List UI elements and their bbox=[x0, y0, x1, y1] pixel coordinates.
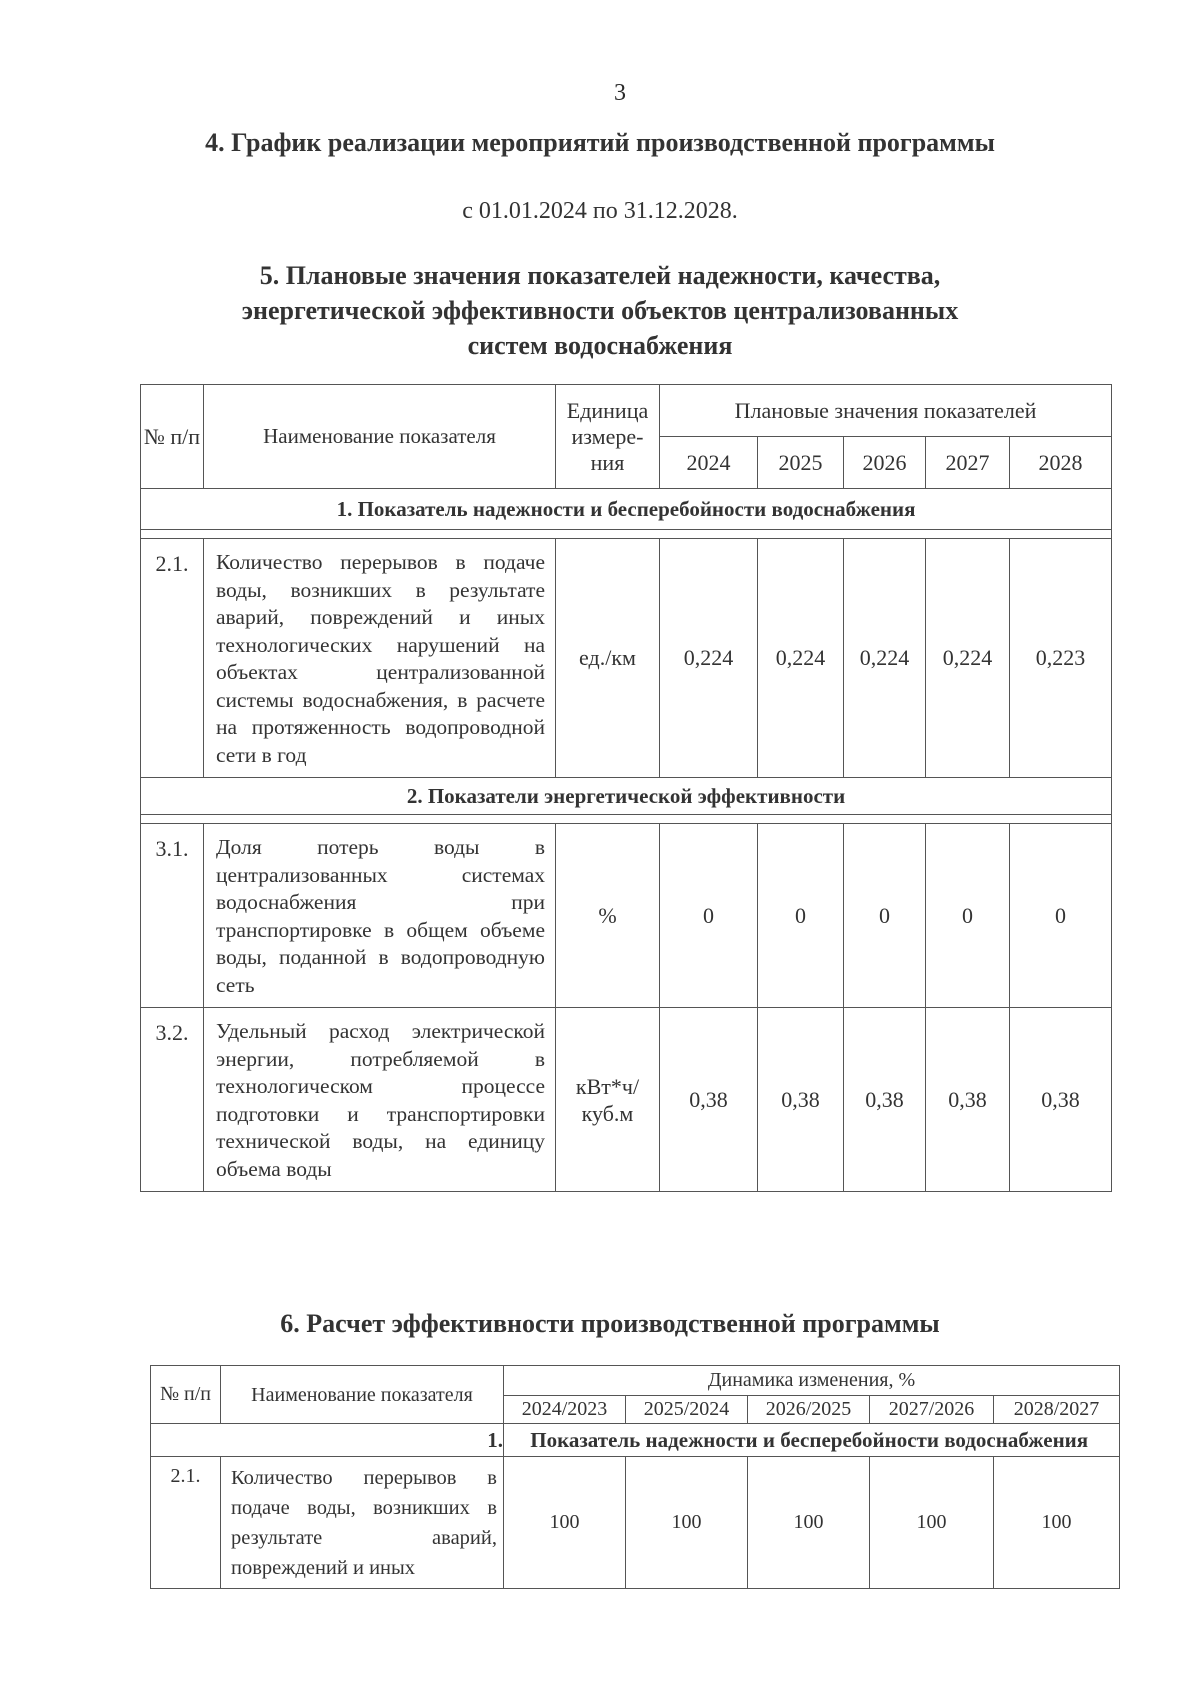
efficiency-table bbox=[150, 1365, 1120, 1589]
row-num: 2.1. bbox=[141, 539, 204, 778]
group-title bbox=[504, 1424, 1120, 1457]
row-value: 0 bbox=[844, 824, 926, 1008]
section4-period: с 01.01.2024 по 31.12.2028. bbox=[462, 198, 738, 224]
row-value: 0,38 bbox=[1010, 1008, 1112, 1192]
header-name: Наименование показателя bbox=[204, 385, 556, 489]
header-num: № п/п bbox=[151, 1366, 221, 1424]
header-planned: Плановые значения показателей bbox=[660, 385, 1112, 437]
row-spacer bbox=[141, 530, 1112, 539]
header-year: 2024 bbox=[660, 437, 758, 489]
row-value: 100 bbox=[626, 1457, 748, 1589]
planned-values-table bbox=[140, 384, 1112, 1192]
row-value: 0 bbox=[926, 824, 1010, 1008]
row-value: 0,38 bbox=[758, 1008, 844, 1192]
page-number: 3 bbox=[614, 80, 626, 106]
row-value: 100 bbox=[748, 1457, 870, 1589]
row-value: 0 bbox=[1010, 824, 1112, 1008]
row-value: 0,224 bbox=[758, 539, 844, 778]
group-title-text: Показатель надежности и бесперебойности водоснабжения bbox=[530, 1427, 1089, 1452]
row-value: 0,224 bbox=[844, 539, 926, 778]
section5-title-line3: систем водоснабжения bbox=[467, 331, 733, 360]
row-value: 0 bbox=[660, 824, 758, 1008]
row-value: 100 bbox=[994, 1457, 1120, 1589]
section6-title: 6. Расчет эффективности производственной программы bbox=[280, 1309, 940, 1338]
row-num: 3.1. bbox=[141, 824, 204, 1008]
group-num: 1. bbox=[151, 1424, 504, 1457]
row-num: 2.1. bbox=[151, 1457, 221, 1589]
row-value: 0,38 bbox=[926, 1008, 1010, 1192]
row-value: 0,38 bbox=[844, 1008, 926, 1192]
header-period: 2026/2025 bbox=[748, 1396, 870, 1424]
row-unit: % bbox=[556, 824, 660, 1008]
section4-title: 4. График реализации мероприятий производственной программы bbox=[205, 128, 995, 157]
header-year: 2026 bbox=[844, 437, 926, 489]
row-value: 100 bbox=[504, 1457, 626, 1589]
row-spacer bbox=[141, 815, 1112, 824]
row-indicator-name: Количество перерывов в подаче воды, возникших в результате аварий, повреждений и иных технологических нарушений на объектах централизованной системы водоснабжения, в расчете на протяженность водопроводной сети в год bbox=[204, 539, 556, 778]
row-value: 0,223 bbox=[1010, 539, 1112, 778]
row-value: 0 bbox=[758, 824, 844, 1008]
row-value: 100 bbox=[870, 1457, 994, 1589]
header-year: 2028 bbox=[1010, 437, 1112, 489]
header-unit: Единица измере-ния bbox=[556, 385, 660, 489]
section5-title-line1: 5. Плановые значения показателей надежности, качества, bbox=[259, 261, 941, 290]
section5-title-line2: энергетической эффективности объектов централизованных bbox=[241, 296, 959, 325]
header-dynamics: Динамика изменения, % bbox=[504, 1366, 1120, 1396]
header-period: 2028/2027 bbox=[994, 1396, 1120, 1424]
header-period: 2027/2026 bbox=[870, 1396, 994, 1424]
group-title-reliability: 1. Показатель надежности и бесперебойности водоснабжения bbox=[141, 489, 1112, 530]
row-unit: кВт*ч/ куб.м bbox=[556, 1008, 660, 1192]
header-year: 2027 bbox=[926, 437, 1010, 489]
row-num: 3.2. bbox=[141, 1008, 204, 1192]
row-value: 0,38 bbox=[660, 1008, 758, 1192]
row-indicator-name: Количество перерывов в подаче воды, возникших в результате аварий, повреждений и иных bbox=[221, 1457, 504, 1589]
header-name: Наименование показателя bbox=[221, 1366, 504, 1424]
group-title-energy: 2. Показатели энергетической эффективности bbox=[141, 778, 1112, 815]
table-row bbox=[151, 1457, 1120, 1589]
row-value: 0,224 bbox=[660, 539, 758, 778]
table-row bbox=[141, 824, 1112, 1008]
row-value: 0,224 bbox=[926, 539, 1010, 778]
row-indicator-name: Доля потерь воды в централизованных системах водоснабжения при транспортировке в общем объеме воды, поданной в водопроводную сеть bbox=[204, 824, 556, 1008]
row-unit: ед./км bbox=[556, 539, 660, 778]
table-row bbox=[141, 1008, 1112, 1192]
header-year: 2025 bbox=[758, 437, 844, 489]
header-period: 2024/2023 bbox=[504, 1396, 626, 1424]
header-period: 2025/2024 bbox=[626, 1396, 748, 1424]
header-num: № п/п bbox=[141, 385, 204, 489]
row-indicator-name: Удельный расход электрической энергии, потребляемой в технологическом процессе подготовки и транспортировки технической воды, на единицу объема воды bbox=[204, 1008, 556, 1192]
table-row bbox=[141, 539, 1112, 778]
